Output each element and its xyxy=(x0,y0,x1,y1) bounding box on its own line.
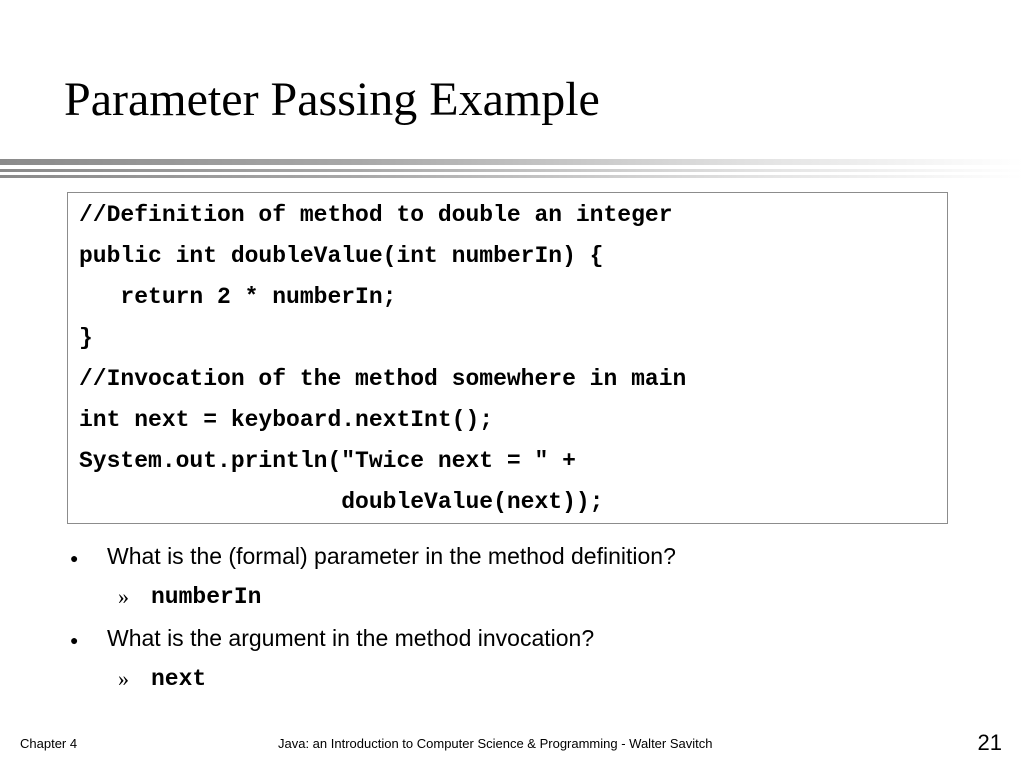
page-number: 21 xyxy=(977,730,1002,755)
sub-bullet-marker: » xyxy=(118,666,129,691)
question-2: What is the argument in the method invocation? xyxy=(107,625,595,651)
bullet-dot-icon: ● xyxy=(70,632,79,648)
code-line-7: System.out.println("Twice next = " + xyxy=(79,448,576,474)
question-1: What is the (formal) parameter in the method definition? xyxy=(107,543,676,569)
answer-1: numberIn xyxy=(151,584,262,610)
code-box xyxy=(67,192,948,524)
bullet-dot-icon: ● xyxy=(70,550,79,566)
code-line-1: //Definition of method to double an integer xyxy=(79,202,673,228)
title-divider-middle xyxy=(0,169,1024,172)
code-line-3: return 2 * numberIn; xyxy=(79,284,397,310)
code-line-6: int next = keyboard.nextInt(); xyxy=(79,407,494,433)
title-divider-thick xyxy=(0,159,1024,165)
code-line-2: public int doubleValue(int numberIn) { xyxy=(79,243,604,269)
title-divider-thin xyxy=(0,175,1024,178)
code-line-4: } xyxy=(79,325,93,351)
slide-title: Parameter Passing Example xyxy=(64,73,600,126)
answer-2: next xyxy=(151,666,207,692)
sub-bullet-marker: » xyxy=(118,584,129,609)
code-line-5: //Invocation of the method somewhere in main xyxy=(79,366,687,392)
code-line-8: doubleValue(next)); xyxy=(79,489,604,515)
footer-book-title: Java: an Introduction to Computer Science & Programming - Walter Savitch xyxy=(278,736,713,751)
footer-chapter: Chapter 4 xyxy=(20,736,78,751)
